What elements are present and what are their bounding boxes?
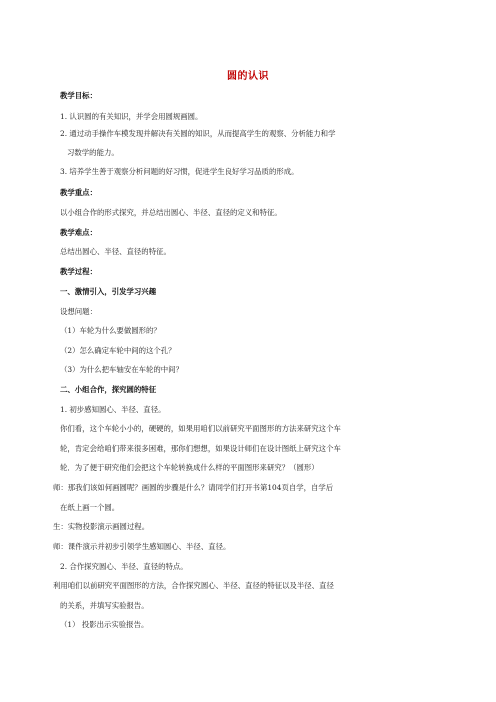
section-heading: 教学难点： bbox=[60, 228, 97, 237]
document-title: 圆的认识 bbox=[227, 71, 269, 82]
section-heading: 二、小组合作，探究圆的特征 bbox=[60, 385, 157, 394]
section-heading: 教学过程： bbox=[60, 267, 97, 276]
text-line: 利用咱们以前研究平面图形的方法，合作探究圆心、半径、直径的特征以及半径、直径 bbox=[53, 581, 334, 590]
text-line: 轮，肯定会给咱们带来很多困难，那你们想想，如果设计师们在设计图纸上研究这个车 bbox=[60, 444, 341, 453]
text-line: （1） 投影出示实验报告。 bbox=[60, 620, 149, 629]
text-line: 的关系，并填写实验报告。 bbox=[60, 601, 149, 610]
text-line: 师：课件演示并初步引领学生感知圆心、半径、直径。 bbox=[53, 542, 231, 551]
text-line: 2. 通过动手操作车模发现并解决有关圆的知识，从而提高学生的观察、分析能力和学 bbox=[60, 129, 336, 138]
text-line: 设想问题： bbox=[60, 307, 97, 316]
text-line: 2. 合作探究圆心、半径、直径的特点。 bbox=[60, 562, 188, 571]
section-heading: 教学目标： bbox=[60, 91, 97, 100]
text-line: 生：实物投影演示画圆过程。 bbox=[53, 522, 150, 531]
text-line: 1. 初步感知圆心、半径、直径。 bbox=[60, 405, 166, 414]
text-line: 3. 培养学生善于观察分析问题的好习惯，促进学生良好学习品质的形成。 bbox=[60, 167, 299, 176]
text-line: 你们看，这个车轮小小的，硬硬的，如果用咱们以前研究平面图形的方法来研究这个车 bbox=[60, 424, 341, 433]
text-line: 习数学的能力。 bbox=[67, 148, 119, 157]
text-line: （1）车轮为什么要做圆形的？ bbox=[60, 326, 161, 335]
section-heading: 一、激情引入，引发学习兴趣 bbox=[60, 287, 157, 296]
text-line: 轮．为了便于研究他们会把这个车轮转换成什么样的平面图形来研究？（圆形） bbox=[60, 463, 319, 472]
text-line: 以小组合作的形式探究，并总结出圆心、半径、直径的定义和特征。 bbox=[60, 208, 282, 217]
text-line: 师：那我们该如何画圆呢？画圆的步骤是什么？请同学们打开书第104页自学，自学后 bbox=[53, 483, 334, 492]
section-heading: 教学重点： bbox=[60, 188, 97, 197]
text-line: 在纸上画一个圆。 bbox=[60, 503, 120, 512]
text-line: （3）为什么把车轴安在车轮的中间？ bbox=[60, 365, 183, 374]
text-line: 总结出圆心、半径、直径的特征。 bbox=[60, 247, 171, 256]
text-line: 1. 认识圆的有关知识，并学会用圆规画圆。 bbox=[60, 112, 203, 121]
text-line: （2）怎么确定车轮中间的这个孔？ bbox=[60, 346, 176, 355]
